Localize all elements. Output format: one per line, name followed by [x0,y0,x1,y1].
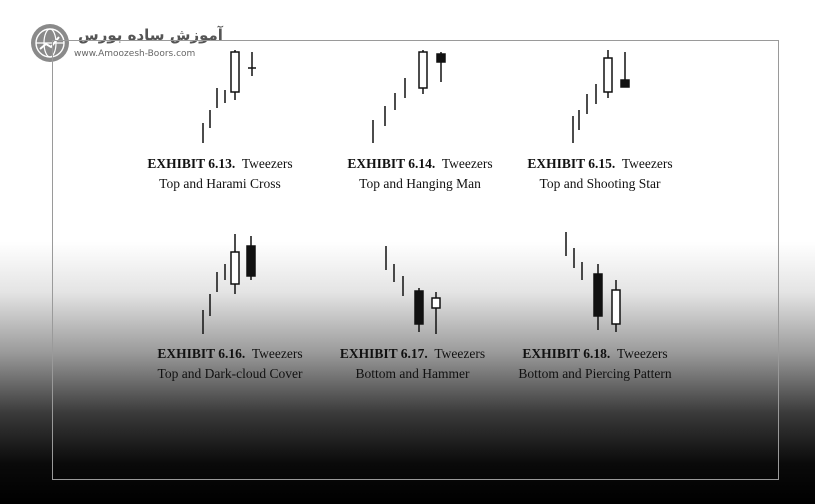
exhibit-title: Bottom and Hammer [355,366,470,381]
exhibit-caption-6-17 [330,344,495,384]
candlestick-pattern-6-13 [195,48,265,148]
candlestick-pattern-6-15 [565,48,645,148]
exhibit-word: Tweezers [241,156,293,171]
exhibit-caption-6-13 [140,154,300,194]
exhibit-caption-6-14 [335,154,505,194]
candlestick-pattern-6-18 [558,228,638,338]
exhibit-number: EXHIBIT 6.15. [527,156,616,171]
candlestick-pattern-6-14 [365,48,455,148]
exhibit-word: Tweezers [251,346,303,361]
exhibit-title: Top and Harami Cross [159,176,281,191]
exhibit-number: EXHIBIT 6.14. [347,156,436,171]
exhibit-title: Top and Hanging Man [359,176,481,191]
logo-url: www.Amoozesh-Boors.com [74,49,196,59]
candlestick-pattern-6-16 [195,230,265,340]
exhibit-number: EXHIBIT 6.17. [339,346,428,361]
exhibit-number: EXHIBIT 6.16. [157,346,246,361]
exhibit-word: Tweezers [621,156,673,171]
exhibit-word: Tweezers [616,346,668,361]
logo-title: آموزش ساده بورس [78,26,223,44]
exhibit-word: Tweezers [434,346,486,361]
exhibit-caption-6-18 [505,344,685,384]
exhibit-number: EXHIBIT 6.13. [147,156,236,171]
exhibit-title: Bottom and Piercing Pattern [518,366,672,381]
exhibit-title: Top and Dark-cloud Cover [157,366,303,381]
exhibit-number: EXHIBIT 6.18. [522,346,611,361]
candlestick-pattern-6-17 [378,240,448,340]
exhibit-word: Tweezers [441,156,493,171]
exhibit-title: Top and Shooting Star [539,176,661,191]
exhibit-caption-6-16 [145,344,315,384]
exhibit-caption-6-15 [520,154,680,194]
